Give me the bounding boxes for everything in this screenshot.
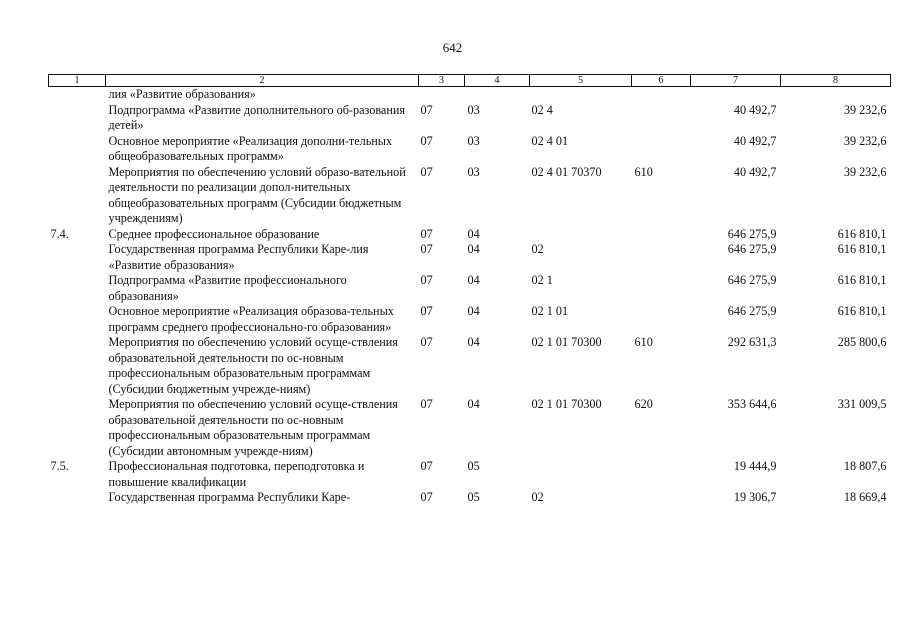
- row-subsection: 03: [467, 102, 480, 117]
- row-amount-8: 616 810,1: [837, 304, 887, 318]
- row-amount-7: 646 275,9: [727, 304, 777, 318]
- table-row: [49, 242, 891, 273]
- row-name: Подпрограмма «Развитие дополнительного об-разования детей»: [108, 102, 405, 132]
- header-col-3: 3: [419, 75, 465, 87]
- row-name: Основное мероприятие «Реализация образова-тельных программ среднего профессионально-го образования»: [108, 304, 394, 334]
- row-expense-type: 620: [634, 397, 653, 411]
- row-number: [49, 165, 106, 227]
- row-subsection: 04: [467, 397, 480, 411]
- row-target-item: 02 1 01: [531, 304, 569, 318]
- row-expense-type: [632, 459, 691, 490]
- row-subsection: 03: [467, 133, 480, 148]
- row-amount-7: 292 631,3: [727, 335, 777, 349]
- row-target-item: [530, 227, 632, 243]
- row-expense-type: [632, 134, 691, 165]
- row-section: [419, 87, 465, 103]
- table-row: [49, 273, 891, 304]
- row-target-item: 02: [531, 490, 544, 504]
- row-subsection: 04: [467, 304, 480, 318]
- row-amount-7: 40 492,7: [733, 164, 777, 179]
- row-section: 07: [420, 133, 433, 148]
- row-section: 07: [420, 242, 433, 256]
- row-expense-type: 610: [634, 335, 653, 349]
- table-row: [49, 165, 891, 227]
- row-name: Подпрограмма «Развитие профессионального образования»: [108, 273, 347, 303]
- row-amount-7: 40 492,7: [733, 133, 777, 148]
- row-number: 7.5.: [50, 459, 69, 473]
- table-row: [49, 397, 891, 459]
- row-name: Государственная программа Республики Каре-лия «Развитие образования»: [108, 242, 369, 272]
- row-target-item: [530, 459, 632, 490]
- table-row: [49, 304, 891, 335]
- row-expense-type: [632, 242, 691, 273]
- row-expense-type: [632, 87, 691, 103]
- row-amount-7: 19 306,7: [733, 490, 777, 504]
- row-amount-8: 616 810,1: [837, 226, 887, 241]
- row-number: [49, 87, 106, 103]
- row-amount-8: [781, 87, 891, 103]
- row-amount-7: 40 492,7: [733, 102, 777, 117]
- row-expense-type: [632, 227, 691, 243]
- row-target-item: 02 4 01 70370: [531, 164, 602, 179]
- row-expense-type: [632, 273, 691, 304]
- row-amount-7: 19 444,9: [733, 459, 777, 473]
- header-col-1: 1: [49, 75, 106, 87]
- row-amount-8: 39 232,6: [843, 133, 887, 148]
- row-amount-7: 646 275,9: [727, 242, 777, 256]
- row-expense-type: [632, 490, 691, 506]
- row-amount-7: 646 275,9: [727, 273, 777, 287]
- row-target-item: 02 4: [531, 102, 553, 117]
- row-section: 07: [420, 164, 433, 179]
- row-amount-8: 331 009,5: [837, 397, 887, 411]
- row-amount-8: 18 807,6: [843, 459, 887, 473]
- page-number: 642: [442, 40, 463, 55]
- table-row: [49, 335, 891, 397]
- table-row: [49, 103, 891, 134]
- row-number: [49, 304, 106, 335]
- row-subsection: 04: [467, 273, 480, 287]
- row-amount-7: 353 644,6: [727, 397, 777, 411]
- row-section: 07: [420, 304, 433, 318]
- table-row: [49, 459, 891, 490]
- row-name: Государственная программа Республики Каре-: [108, 490, 351, 504]
- row-amount-8: 616 810,1: [837, 273, 887, 287]
- header-col-6: 6: [632, 75, 691, 87]
- row-section: 07: [420, 490, 433, 504]
- row-target-item: 02 1 01 70300: [531, 397, 602, 411]
- row-target-item: [530, 87, 632, 103]
- row-subsection: [465, 87, 530, 103]
- row-number: [49, 397, 106, 459]
- row-name: Среднее профессиональное образование: [108, 226, 320, 241]
- row-name: Профессиональная подготовка, переподготовка и повышение квалификации: [108, 459, 365, 489]
- row-section: 07: [420, 335, 433, 349]
- row-subsection: 05: [467, 459, 480, 473]
- row-section: 07: [420, 397, 433, 411]
- row-expense-type: [632, 304, 691, 335]
- row-name: лия «Развитие образования»: [108, 87, 256, 101]
- row-number: [49, 490, 106, 506]
- row-section: 07: [420, 102, 433, 117]
- row-amount-8: 18 669,4: [843, 490, 887, 504]
- row-subsection: 04: [467, 335, 480, 349]
- row-amount-8: 285 800,6: [837, 335, 887, 349]
- row-target-item: 02 1: [531, 273, 553, 287]
- header-col-4: 4: [465, 75, 530, 87]
- row-target-item: 02 1 01 70300: [531, 335, 602, 349]
- row-expense-type: 610: [634, 164, 653, 179]
- table-row: [49, 490, 891, 506]
- row-number: [49, 103, 106, 134]
- row-number: [49, 273, 106, 304]
- header-col-5: 5: [530, 75, 632, 87]
- header-col-2: 2: [106, 75, 419, 87]
- table-row: [49, 227, 891, 243]
- row-subsection: 05: [467, 490, 480, 504]
- row-amount-8: 39 232,6: [843, 164, 887, 179]
- row-number: [49, 335, 106, 397]
- table-header-row: [49, 75, 891, 87]
- header-col-8: 8: [781, 75, 891, 87]
- row-subsection: 03: [467, 164, 480, 179]
- row-name: Основное мероприятие «Реализация дополни-тельных общеобразовательных программ»: [108, 133, 393, 163]
- row-number: [49, 242, 106, 273]
- header-col-7: 7: [691, 75, 781, 87]
- row-name: Мероприятия по обеспечению условий образо-вательной деятельности по реализации допол-нительных общеобразовательных программ (Субсидии бюджетным учреждениям): [108, 164, 406, 225]
- budget-table: [48, 74, 891, 506]
- row-section: 07: [420, 459, 433, 473]
- row-section: 07: [420, 226, 433, 241]
- table-row: [49, 134, 891, 165]
- row-subsection: 04: [467, 226, 480, 241]
- row-name: Мероприятия по обеспечению условий осуще-ствления образовательной деятельности по ос-новным профессиональным образовательным программам (Субсидии автономным учрежде-ниям): [108, 397, 398, 458]
- row-target-item: 02 4 01: [531, 133, 569, 148]
- row-amount-8: 39 232,6: [843, 102, 887, 117]
- row-section: 07: [420, 273, 433, 287]
- row-name: Мероприятия по обеспечению условий осуще-ствления образовательной деятельности по ос-новным профессиональным образовательным программам (Субсидии бюджетным учрежде-ниям): [108, 335, 398, 396]
- row-subsection: 04: [467, 242, 480, 256]
- table-row: [49, 87, 891, 103]
- row-number: 7.4.: [50, 226, 69, 241]
- row-amount-7: [691, 87, 781, 103]
- row-expense-type: [632, 103, 691, 134]
- row-target-item: 02: [531, 242, 544, 256]
- row-amount-8: 616 810,1: [837, 242, 887, 256]
- row-amount-7: 646 275,9: [727, 226, 777, 241]
- table-body: [49, 87, 891, 506]
- row-number: [49, 134, 106, 165]
